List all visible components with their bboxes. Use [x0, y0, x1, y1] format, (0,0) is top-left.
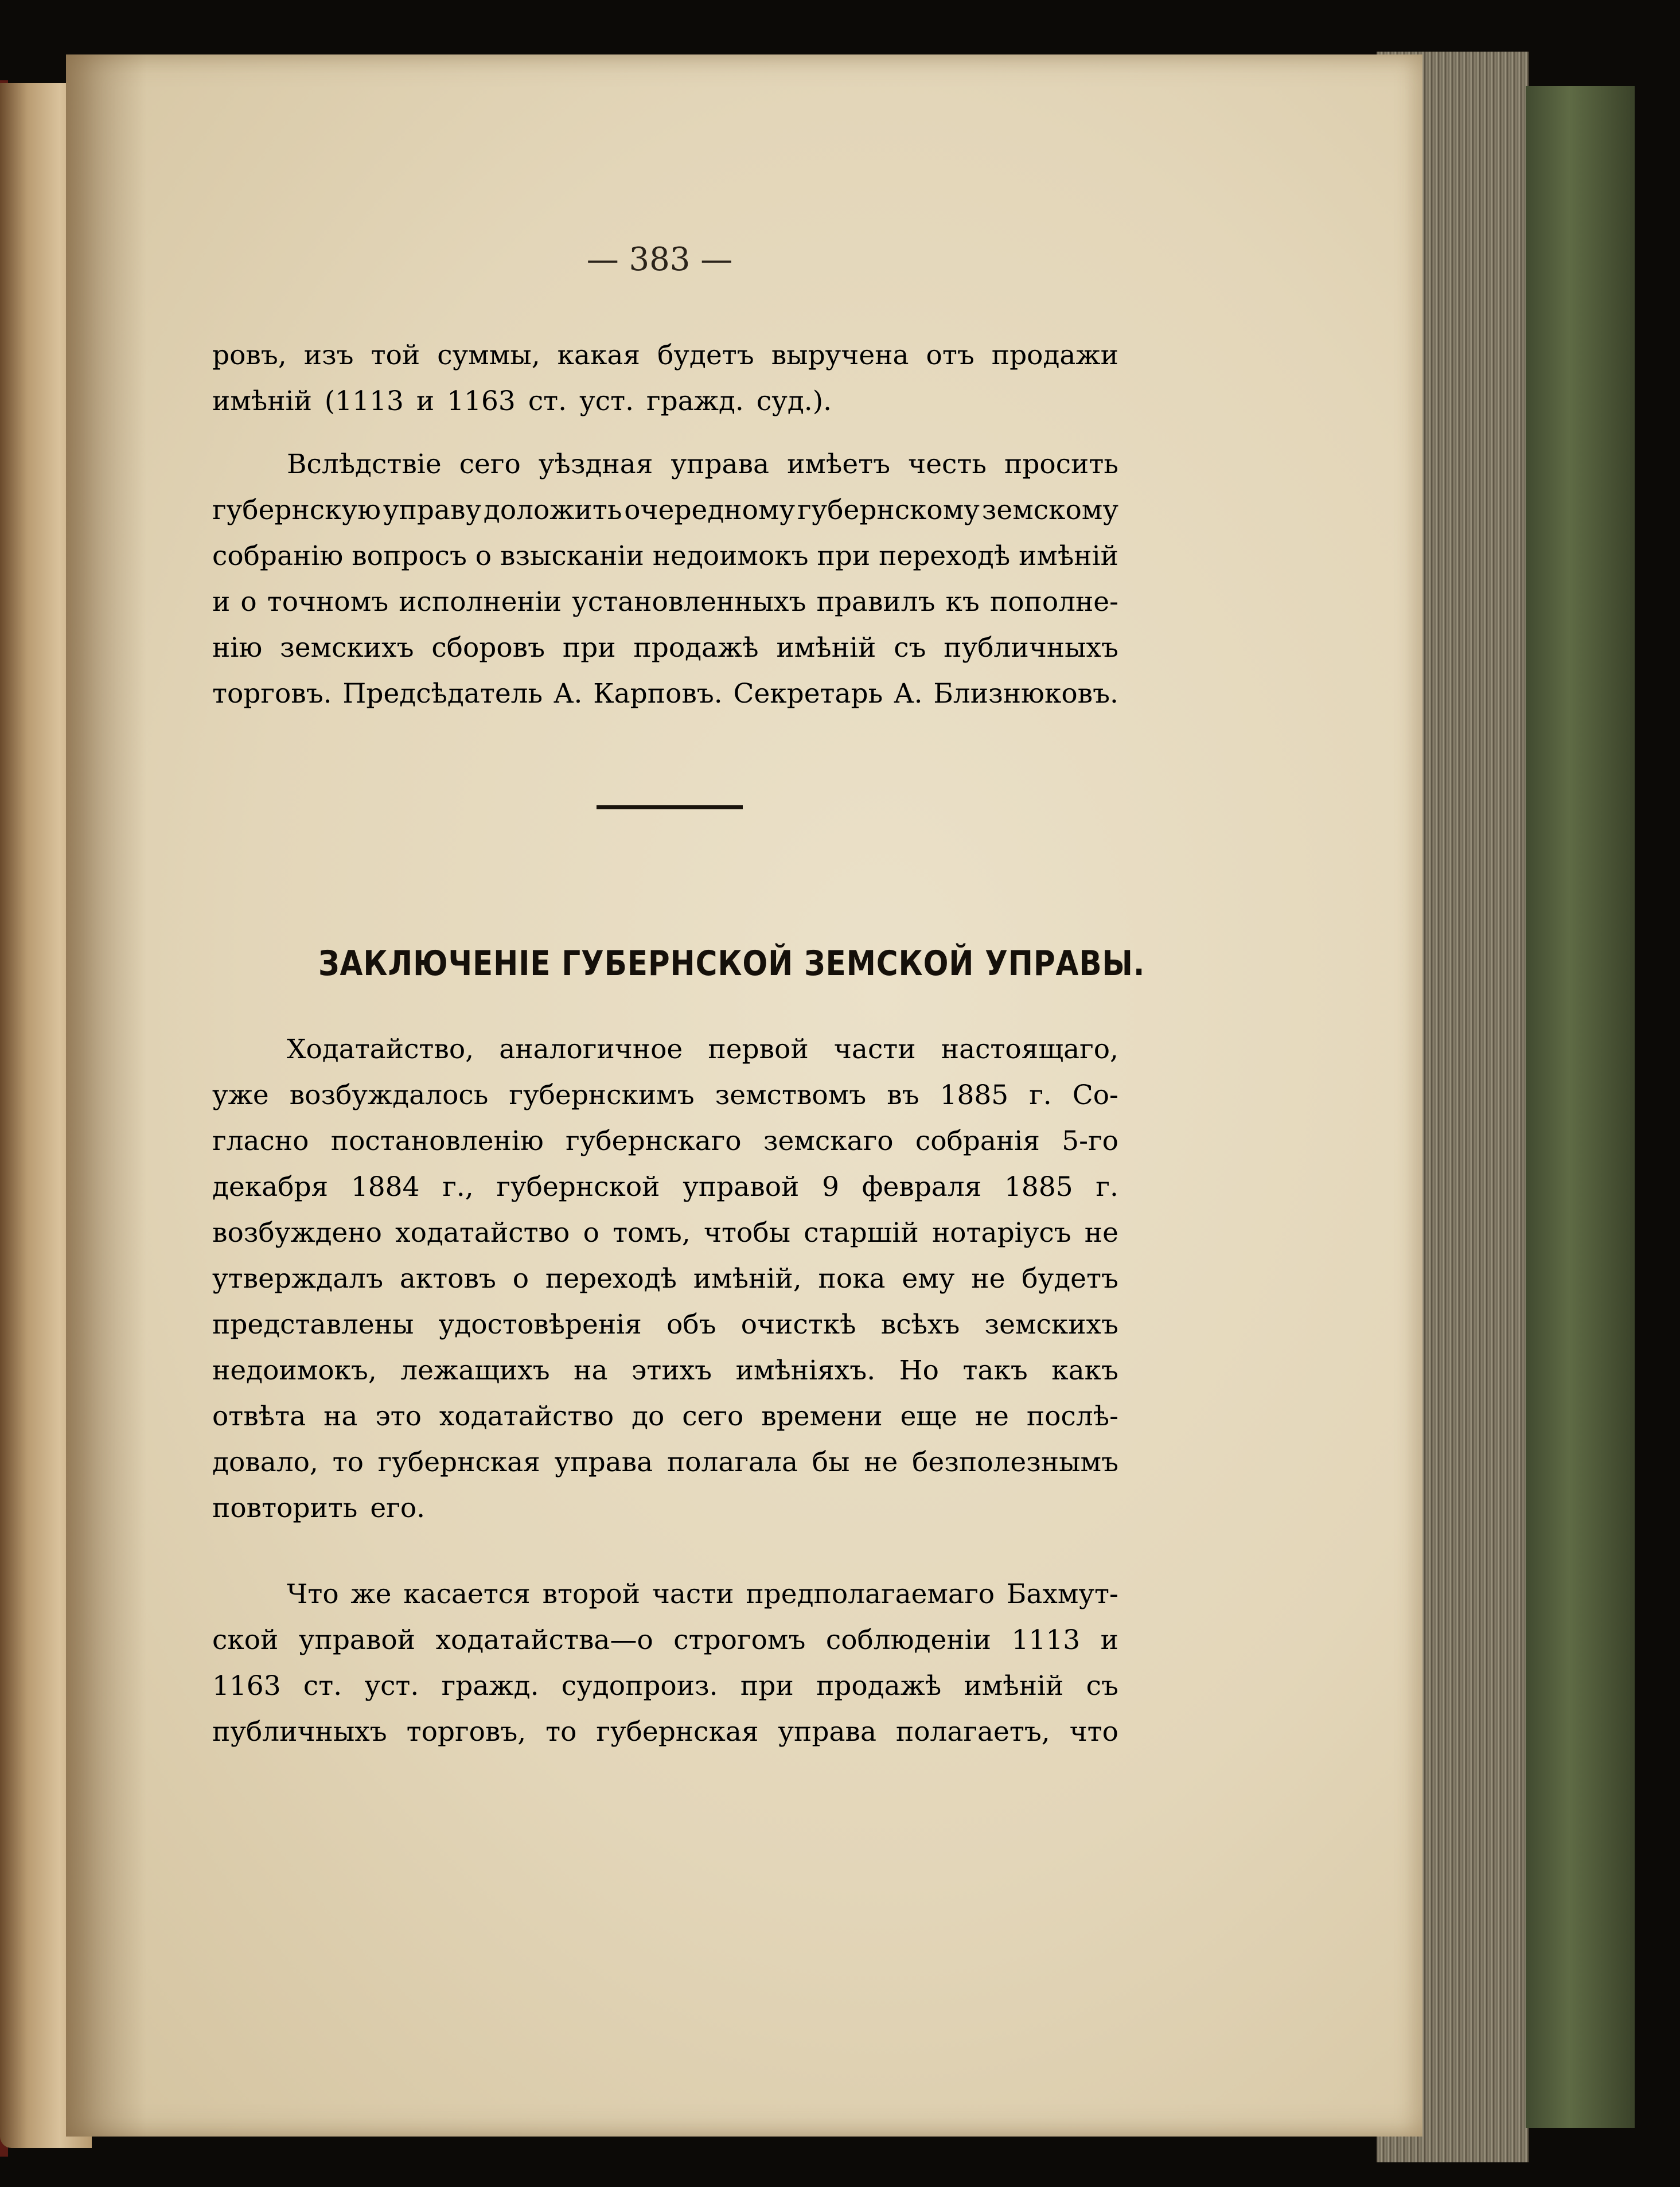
word: не — [975, 1401, 1009, 1432]
word: имѣніяхъ. — [735, 1355, 876, 1386]
word: уст. — [579, 385, 634, 417]
word: губернская — [596, 1716, 759, 1748]
word: то — [545, 1716, 577, 1748]
word: имѣетъ — [787, 449, 891, 480]
word: возбуждено — [212, 1217, 382, 1249]
word: взысканіи — [500, 540, 644, 572]
word: 1885 — [940, 1079, 1009, 1111]
word: томъ, — [613, 1217, 691, 1249]
text-line — [212, 1210, 1118, 1256]
word: собранію — [212, 540, 344, 572]
word: гражд. — [441, 1670, 539, 1702]
word: второй — [542, 1578, 641, 1610]
word: безполезнымъ — [912, 1447, 1118, 1478]
word: строгомъ — [673, 1624, 806, 1656]
word: гласно — [212, 1125, 309, 1157]
word: ской — [212, 1624, 279, 1656]
text-line — [212, 579, 1118, 625]
word: пополне- — [989, 586, 1118, 618]
word: Карповъ. — [593, 678, 723, 709]
word: судопроиз. — [561, 1670, 718, 1702]
word: имѣній — [1019, 540, 1118, 572]
word: что — [1069, 1716, 1118, 1748]
word: при — [562, 632, 616, 664]
word: Ходатайство, — [287, 1034, 474, 1065]
word: очередному — [624, 494, 796, 526]
text-line — [212, 1073, 1118, 1118]
text-line — [212, 1486, 1118, 1531]
word: его. — [370, 1492, 426, 1524]
word: вопросъ — [352, 540, 467, 572]
word: какая — [557, 340, 641, 371]
text-line — [287, 1572, 1118, 1617]
word: губернскаго — [566, 1125, 742, 1157]
word: же — [350, 1578, 392, 1610]
word: при — [817, 540, 871, 572]
word: повторить — [212, 1492, 358, 1524]
word: собранія — [915, 1125, 1040, 1157]
word: 1163 — [447, 385, 516, 417]
word: управа — [778, 1716, 876, 1748]
word: Со- — [1072, 1079, 1118, 1111]
word: переходѣ — [879, 540, 1011, 572]
word: ходатайство — [395, 1217, 570, 1249]
word: о — [512, 1263, 529, 1295]
word: управа — [554, 1447, 653, 1478]
word: аналогичное — [499, 1034, 683, 1065]
word: объ — [666, 1309, 716, 1340]
word: земскаго — [763, 1125, 894, 1157]
word: той — [371, 340, 420, 371]
word: старшій — [804, 1217, 919, 1249]
word: на — [323, 1401, 358, 1432]
text-line — [212, 1709, 1118, 1755]
word: нію — [212, 632, 263, 664]
word: предполагаемаго — [746, 1578, 995, 1610]
word: губернскую — [212, 494, 381, 526]
word: части — [833, 1034, 916, 1065]
word: первой — [708, 1034, 809, 1065]
text-line — [212, 533, 1118, 579]
word: при — [740, 1670, 794, 1702]
word: земствомъ — [715, 1079, 867, 1111]
word: такъ — [962, 1355, 1028, 1386]
word: ст. — [528, 385, 567, 417]
word: 5-го — [1062, 1125, 1118, 1157]
word: возбуждалось — [289, 1079, 489, 1111]
word: полагала — [666, 1447, 798, 1478]
word: касается — [403, 1578, 531, 1610]
word: какъ — [1051, 1355, 1118, 1386]
text-line — [212, 1394, 1118, 1440]
word: полагаетъ, — [895, 1716, 1050, 1748]
word: Близнюковъ. — [933, 678, 1118, 709]
word: уѣздная — [538, 449, 653, 480]
text-line — [212, 1164, 1118, 1210]
text-line — [212, 625, 1118, 671]
word: публичныхъ — [212, 1716, 387, 1748]
word: (1113 — [324, 385, 404, 417]
word: очисткѣ — [740, 1309, 856, 1340]
word: имѣній — [212, 385, 312, 417]
word: Предсѣдатель — [342, 678, 543, 709]
word: А. — [553, 678, 583, 709]
text-line — [212, 1256, 1118, 1302]
word: времени — [761, 1401, 883, 1432]
word: земскихъ — [280, 632, 414, 664]
text-line — [212, 379, 1118, 424]
word: съ — [1086, 1670, 1118, 1702]
word: публичныхъ — [944, 632, 1118, 664]
word: чтобы — [703, 1217, 791, 1249]
section-heading: ЗАКЛЮЧЕНІЕ ГУБЕРНСКОЙ ЗЕМСКОЙ УПРАВЫ. — [318, 944, 1145, 984]
word: ему — [902, 1263, 955, 1295]
word: Бахмут- — [1006, 1578, 1118, 1610]
word: нотаріусъ — [931, 1217, 1071, 1249]
word: продажѣ — [633, 632, 759, 664]
word: и — [212, 586, 231, 618]
word: торговъ, — [406, 1716, 527, 1748]
word: продажи — [991, 340, 1118, 371]
word: ходатайства—о — [435, 1624, 653, 1656]
word: суд.). — [756, 385, 832, 417]
word: управой — [298, 1624, 416, 1656]
word: 1884 — [350, 1171, 420, 1203]
word: удостовѣренія — [438, 1309, 642, 1340]
word: до — [632, 1401, 665, 1432]
word: сборовъ — [431, 632, 545, 664]
word: губернской — [496, 1171, 660, 1203]
word: 1163 — [212, 1670, 281, 1702]
word: точномъ — [267, 586, 389, 618]
word: части — [652, 1578, 734, 1610]
text-line — [287, 1027, 1118, 1073]
word: выручена — [771, 340, 909, 371]
word: управу — [383, 494, 482, 526]
word: г. — [1029, 1079, 1052, 1111]
word: Но — [899, 1355, 939, 1386]
word: г. — [1096, 1171, 1118, 1203]
text-line — [212, 488, 1118, 533]
word: Секретарь — [733, 678, 883, 709]
word: суммы, — [437, 340, 540, 371]
word: Вслѣдствіе — [287, 449, 442, 480]
word: торговъ. — [212, 678, 332, 709]
word: сего — [682, 1401, 744, 1432]
word: довало, — [212, 1447, 318, 1478]
word: лежащихъ — [400, 1355, 550, 1386]
text-line — [212, 1663, 1118, 1709]
text-line — [212, 333, 1118, 379]
book-cover-edge — [1526, 86, 1635, 2128]
word: земскому — [981, 494, 1118, 526]
text-line — [212, 1118, 1118, 1164]
word: постановленію — [330, 1125, 544, 1157]
word: имѣній — [776, 632, 876, 664]
word: гражд. — [646, 385, 744, 417]
text-line — [212, 671, 1118, 717]
word: утверждалъ — [212, 1263, 383, 1295]
word: о — [475, 540, 492, 572]
word: уже — [212, 1079, 269, 1111]
word: всѣхъ — [880, 1309, 960, 1340]
word: пока — [818, 1263, 886, 1295]
word: управа — [671, 449, 770, 480]
word: установленныхъ — [572, 586, 806, 618]
word: настоящаго, — [941, 1034, 1118, 1065]
word: уст. — [364, 1670, 419, 1702]
word: не — [864, 1447, 898, 1478]
word: А. — [894, 678, 923, 709]
word: губернская — [377, 1447, 540, 1478]
word: просить — [1004, 449, 1118, 480]
text-line — [212, 1302, 1118, 1348]
word: будетъ — [657, 340, 754, 371]
word: Что — [287, 1578, 339, 1610]
word: не — [971, 1263, 1005, 1295]
word: 9 — [822, 1171, 839, 1203]
word: въ — [887, 1079, 919, 1111]
word: послѣ- — [1026, 1401, 1118, 1432]
word: недоимокъ — [652, 540, 809, 572]
word: ходатайство — [439, 1401, 614, 1432]
word: честь — [908, 449, 987, 480]
word: ровъ, — [212, 340, 287, 371]
word: продажѣ — [816, 1670, 942, 1702]
word: февраля — [862, 1171, 982, 1203]
word: отъ — [926, 340, 975, 371]
word: сего — [459, 449, 521, 480]
word: исполненіи — [399, 586, 562, 618]
word: имѣній, — [693, 1263, 802, 1295]
word: правилъ — [816, 586, 936, 618]
word: бы — [812, 1447, 850, 1478]
word: этихъ — [632, 1355, 712, 1386]
section-divider — [597, 805, 743, 809]
page-gutter-shadow — [66, 54, 146, 2137]
text-line — [212, 1617, 1118, 1663]
word: это — [375, 1401, 422, 1432]
text-line — [287, 442, 1118, 488]
word: отвѣта — [212, 1401, 306, 1432]
word: 1113 — [1011, 1624, 1081, 1656]
word: на — [574, 1355, 608, 1386]
page-number: — 383 — — [586, 241, 733, 278]
word: ст. — [303, 1670, 342, 1702]
word: соблюденіи — [825, 1624, 992, 1656]
word: губернскимъ — [509, 1079, 695, 1111]
word: переходѣ — [545, 1263, 677, 1295]
word: изъ — [303, 340, 354, 371]
word: съ — [894, 632, 926, 664]
word: г., — [442, 1171, 474, 1203]
word: будетъ — [1022, 1263, 1118, 1295]
word: о — [583, 1217, 599, 1249]
word: и — [1100, 1624, 1118, 1656]
word: 1885 — [1004, 1171, 1073, 1203]
word: о — [240, 586, 257, 618]
word: еще — [900, 1401, 957, 1432]
word: актовъ — [399, 1263, 496, 1295]
word: то — [332, 1447, 364, 1478]
word: недоимокъ, — [212, 1355, 377, 1386]
text-line — [212, 1440, 1118, 1486]
word: доложить — [483, 494, 622, 526]
word: декабря — [212, 1171, 329, 1203]
word: представлены — [212, 1309, 414, 1340]
word: земскихъ — [984, 1309, 1118, 1340]
word: и — [416, 385, 435, 417]
word: губернскому — [797, 494, 980, 526]
word: къ — [945, 586, 980, 618]
word: имѣній — [964, 1670, 1064, 1702]
text-line — [212, 1348, 1118, 1394]
word: не — [1084, 1217, 1118, 1249]
word: управой — [683, 1171, 800, 1203]
